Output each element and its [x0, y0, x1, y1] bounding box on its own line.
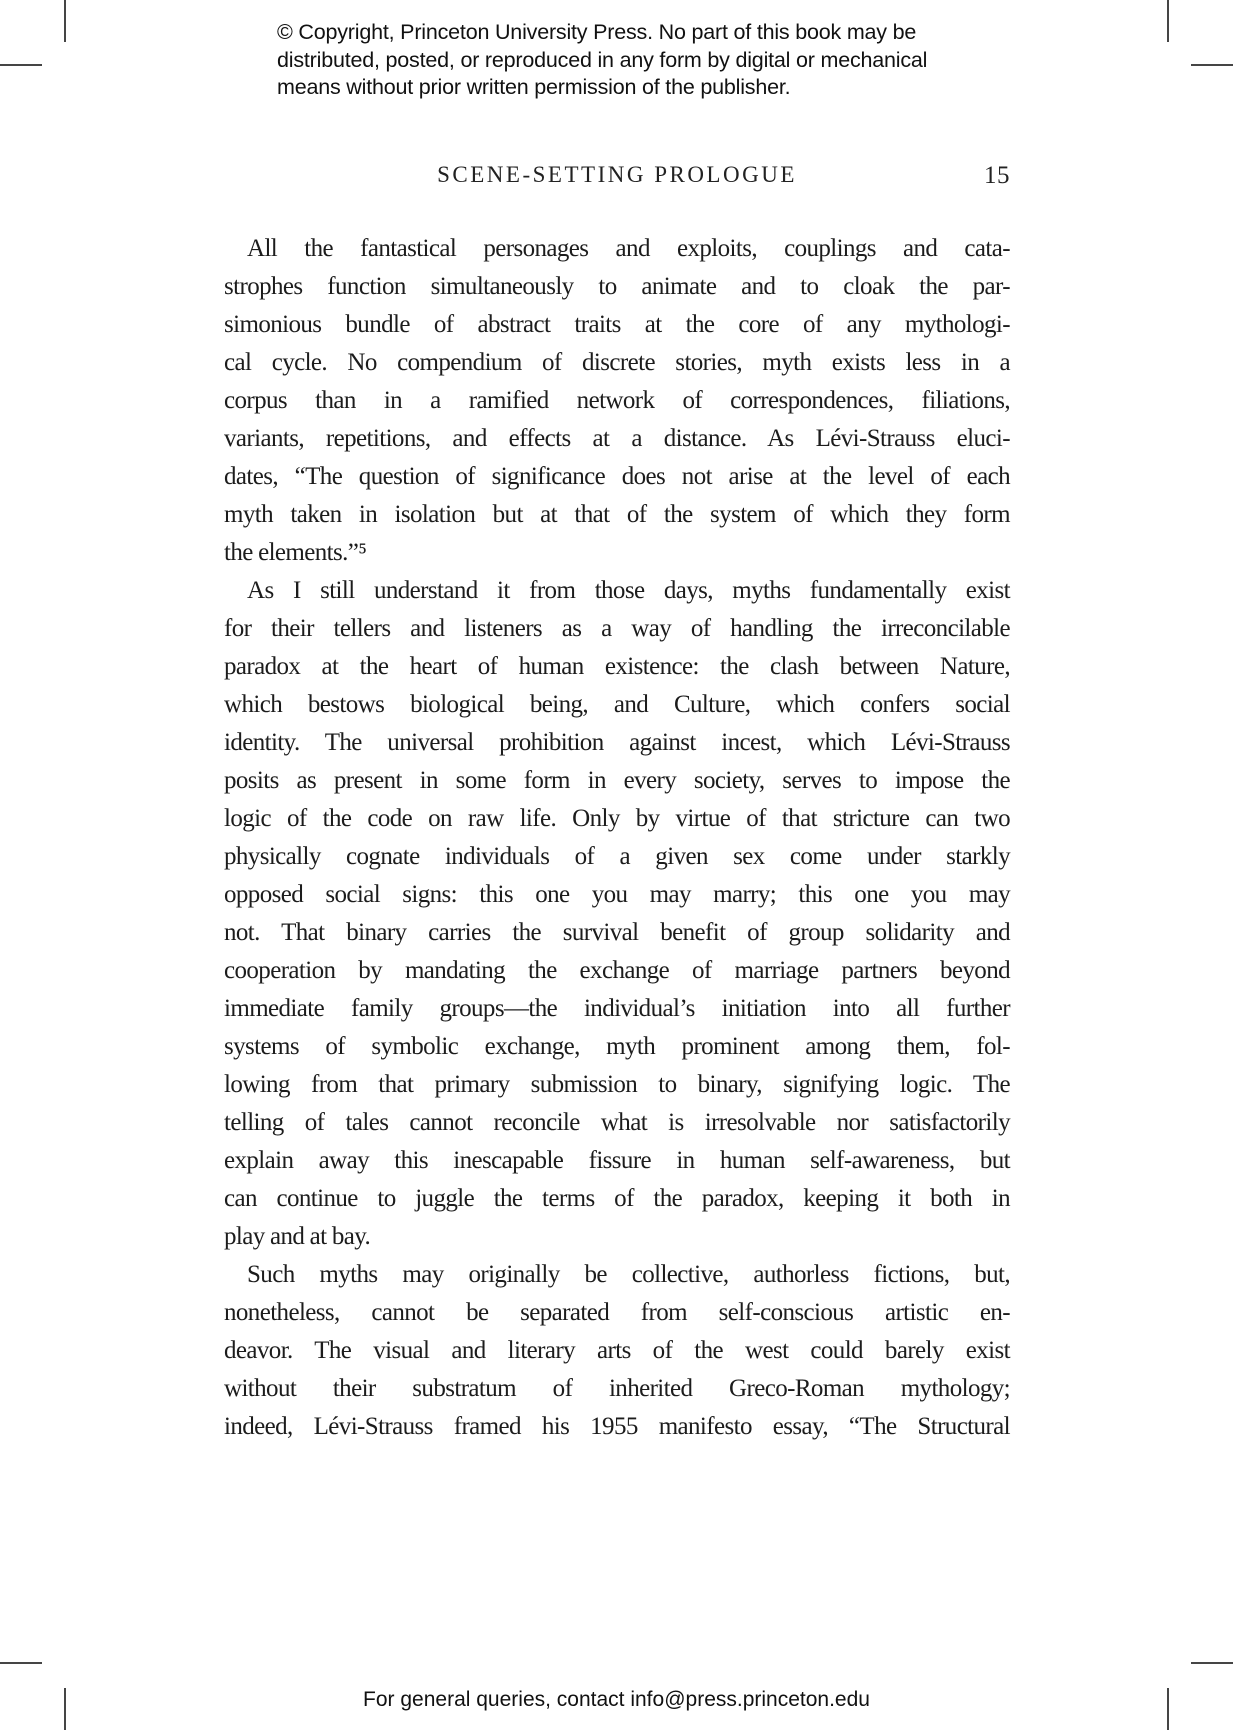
text-line: telling of tales cannot reconcile what is irresolvable nor satisfactorily	[224, 1109, 1010, 1136]
paragraph	[224, 1256, 1010, 1446]
copyright-line: means without prior written permission of the publisher.	[277, 75, 791, 99]
running-header	[224, 162, 1010, 192]
text-line: physically cognate individuals of a given sex come under starkly	[224, 843, 1010, 870]
text-line: without their substratum of inherited Greco-Roman mythology;	[224, 1375, 1010, 1402]
text-line: strophes function simultaneously to animate and to cloak the par-	[224, 273, 1010, 300]
text-line: posits as present in some form in every society, serves to impose the	[224, 767, 1010, 794]
body-text	[224, 230, 1010, 1446]
text-line: can continue to juggle the terms of the paradox, keeping it both in	[224, 1185, 1010, 1212]
page-number: 15	[984, 162, 1010, 189]
crop-mark-top-left-vertical	[64, 0, 66, 42]
text-line: variants, repetitions, and effects at a distance. As Lévi-Strauss eluci-	[224, 425, 1010, 452]
chapter-title: SCENE-SETTING PROLOGUE	[437, 162, 797, 187]
text-line: corpus than in a ramified network of correspondences, filiations,	[224, 387, 1010, 414]
text-line: cal cycle. No compendium of discrete stories, myth exists less in a	[224, 349, 1010, 376]
text-line: All the fantastical personages and exploits, couplings and cata-	[247, 235, 1010, 262]
text-line: logic of the code on raw life. Only by virtue of that stricture can two	[224, 805, 1010, 832]
text-line: paradox at the heart of human existence: the clash between Nature,	[224, 653, 1010, 680]
text-line: play and at bay.	[224, 1223, 371, 1250]
text-line: the elements.”⁵	[224, 539, 367, 566]
text-line: immediate family groups—the individual’s initiation into all further	[224, 995, 1010, 1022]
text-line: not. That binary carries the survival benefit of group solidarity and	[224, 919, 1010, 946]
crop-mark-top-right-vertical	[1167, 0, 1169, 42]
text-line: indeed, Lévi-Strauss framed his 1955 manifesto essay, “The Structural	[224, 1413, 1010, 1440]
text-line: Such myths may originally be collective, authorless fictions, but,	[247, 1261, 1010, 1288]
text-line: As I still understand it from those days, myths fundamentally exist	[247, 577, 1010, 604]
crop-mark-top-right-horizontal	[1191, 64, 1233, 66]
copyright-line: © Copyright, Princeton University Press. No part of this book may be	[277, 20, 917, 44]
text-line: for their tellers and listeners as a way of handling the irreconcilable	[224, 615, 1010, 642]
text-line: deavor. The visual and literary arts of the west could barely exist	[224, 1337, 1010, 1364]
crop-mark-bottom-left-horizontal	[0, 1662, 42, 1664]
paragraph	[224, 230, 1010, 572]
paragraph	[224, 572, 1010, 1256]
text-line: simonious bundle of abstract traits at the core of any mythologi-	[224, 311, 1010, 338]
crop-mark-top-left-horizontal	[0, 64, 42, 66]
text-line: dates, “The question of significance does not arise at the level of each	[224, 463, 1010, 490]
text-line: nonetheless, cannot be separated from self-conscious artistic en-	[224, 1299, 1010, 1326]
text-line: lowing from that primary submission to binary, signifying logic. The	[224, 1071, 1010, 1098]
text-line: explain away this inescapable fissure in human self-awareness, but	[224, 1147, 1010, 1174]
copyright-line: distributed, posted, or reproduced in any form by digital or mechanical	[277, 47, 928, 72]
text-line: myth taken in isolation but at that of the system of which they form	[224, 501, 1010, 528]
text-line: systems of symbolic exchange, myth prominent among them, fol-	[224, 1033, 1010, 1060]
text-line: opposed social signs: this one you may marry; this one you may	[224, 881, 1010, 908]
text-line: identity. The universal prohibition against incest, which Lévi-Strauss	[224, 729, 1010, 756]
text-line: which bestows biological being, and Culture, which confers social	[224, 691, 1010, 718]
copyright-notice	[277, 19, 927, 102]
footer-contact-line: For general queries, contact info@press.princeton.edu	[363, 1688, 870, 1711]
text-line: cooperation by mandating the exchange of marriage partners beyond	[224, 957, 1010, 984]
crop-mark-bottom-right-horizontal	[1191, 1662, 1233, 1664]
